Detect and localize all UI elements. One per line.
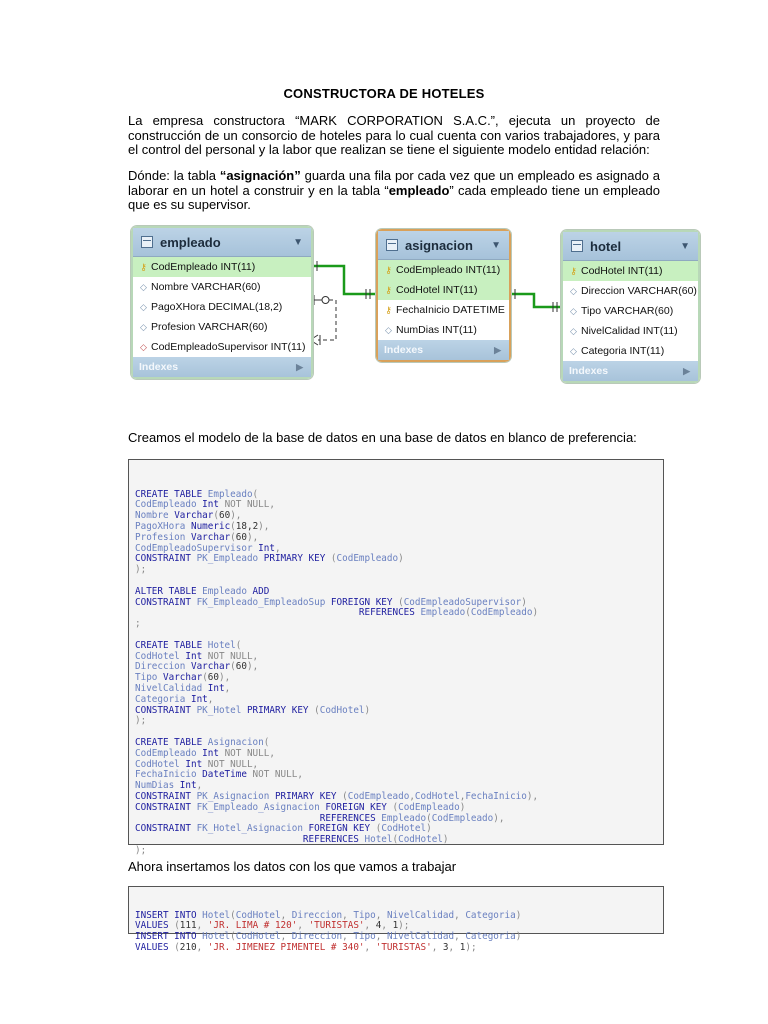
document-title: CONSTRUCTORA DE HOTELES xyxy=(283,86,485,101)
code-token: ); xyxy=(135,844,147,856)
table-name: empleado xyxy=(160,234,221,250)
code-token: ), xyxy=(493,812,505,824)
code-token: 4 xyxy=(375,920,382,932)
code-token: REFERENCES xyxy=(358,607,421,619)
code-token: INSERT INTO xyxy=(135,909,203,921)
code-token: CodEmpleado xyxy=(336,553,399,565)
code-token: FOREIGN KEY xyxy=(308,823,376,835)
code-token: VALUES xyxy=(135,920,175,932)
code-token: ) xyxy=(442,834,449,846)
code-token: ) xyxy=(532,607,539,619)
code-block-create-tables xyxy=(128,459,664,856)
code-token: Direccion xyxy=(291,931,343,943)
code-token: CONSTRAINT xyxy=(135,704,197,716)
code-token: ( xyxy=(235,639,242,651)
code-token: , xyxy=(431,941,443,953)
table-header[interactable] xyxy=(378,231,509,260)
code-token: CodEmpleadoSupervisor xyxy=(403,596,522,608)
column-label: Profesion VARCHAR(60) xyxy=(151,321,268,333)
diamond-icon: ◇ xyxy=(570,325,577,336)
definition-text-e: ” cada empleado tiene un empleado que es su supervisor. xyxy=(128,182,660,212)
code-token: Tipo xyxy=(135,672,163,684)
code-token: Empleado xyxy=(381,812,427,824)
code-token: NumDias xyxy=(135,780,180,792)
code-token: Varchar xyxy=(174,510,214,522)
code-token: Hotel xyxy=(207,639,236,651)
code-token: Int xyxy=(190,693,208,705)
code-token: ); xyxy=(465,941,477,953)
code-token: Int xyxy=(185,758,208,770)
code-token: 1 xyxy=(392,920,399,932)
key-icon: ⚷ xyxy=(385,284,392,295)
code-token: ( xyxy=(230,931,236,943)
column-label: PagoXHora DECIMAL(18,2) xyxy=(151,301,283,313)
code-token: , xyxy=(196,780,203,792)
code-token: REFERENCES xyxy=(302,834,365,846)
code-token: , xyxy=(375,931,387,943)
code-token: ( xyxy=(174,920,180,932)
code-token: ); xyxy=(135,564,147,576)
section-create-model-text: Creamos el modelo de la base de datos en una base de datos en blanco de preferencia: xyxy=(128,430,637,445)
column-label: CodEmpleadoSupervisor INT(11) xyxy=(151,341,306,353)
code-token xyxy=(135,834,303,845)
code-token: Categoria xyxy=(465,909,516,921)
section-insert-data-text: Ahora insertamos los datos con los que vamos a trabajar xyxy=(128,859,457,874)
code-token: CodEmpleado xyxy=(347,790,410,802)
code-token: FOREIGN KEY xyxy=(325,801,393,813)
code-token: CONSTRAINT xyxy=(135,823,197,835)
table-name: asignacion xyxy=(405,237,473,253)
code-token: PRIMARY KEY xyxy=(263,553,331,565)
key-icon: ⚷ xyxy=(570,265,577,276)
code-token: CONSTRAINT xyxy=(135,596,197,608)
collapse-arrow-icon[interactable]: ▼ xyxy=(491,239,501,251)
code-token: , xyxy=(207,693,214,705)
code-token: 60 xyxy=(235,531,247,543)
code-token: , xyxy=(196,920,208,932)
code-token: Int xyxy=(185,650,208,662)
column-label: Tipo VARCHAR(60) xyxy=(581,305,674,317)
indexes-label: Indexes xyxy=(384,344,424,356)
diamond-icon: ◇ xyxy=(140,301,147,312)
code-token: PK_Hotel xyxy=(196,704,247,716)
code-token: CodEmpleado xyxy=(470,607,533,619)
code-token: , xyxy=(381,920,393,932)
code-token: , xyxy=(224,682,231,694)
code-token: CodHotel xyxy=(398,834,443,846)
code-lines xyxy=(135,490,657,857)
code-token: CONSTRAINT xyxy=(135,790,197,802)
code-token: Varchar xyxy=(190,661,231,673)
code-token: REFERENCES xyxy=(319,812,382,824)
code-token: CodEmpleado xyxy=(398,801,460,813)
code-token: FK_Empleado_EmpleadoSup xyxy=(196,596,331,608)
code-token: Int xyxy=(207,682,225,694)
code-lines xyxy=(135,911,657,954)
code-token: PRIMARY KEY xyxy=(274,790,343,802)
code-token: ), xyxy=(526,790,539,802)
code-token: CodHotel xyxy=(319,704,365,716)
column-row[interactable] xyxy=(133,337,311,357)
code-token: Asignacion xyxy=(207,736,264,748)
code-line xyxy=(135,716,657,727)
code-token: , xyxy=(409,790,415,802)
code-token: 'TURISTAS' xyxy=(308,920,365,932)
code-token: ) xyxy=(515,909,522,921)
er-table-asignacion[interactable] xyxy=(376,229,511,362)
definition-text-c: guarda una fila por cada vez que un empleado es asignado a laborar en un hotel a construir y en la tabla “ xyxy=(128,168,660,198)
column-row[interactable] xyxy=(378,320,509,340)
code-token: FK_Hotel_Asignacion xyxy=(196,823,309,835)
code-token: CREATE TABLE xyxy=(135,639,208,651)
code-block-insert-data xyxy=(128,886,664,953)
code-token: , xyxy=(342,931,354,943)
code-token: 60 xyxy=(235,661,247,673)
diamond-red-icon: ◇ xyxy=(140,341,147,352)
column-label: Direccion VARCHAR(60) xyxy=(581,285,697,297)
code-token: PK_Asignacion xyxy=(196,790,275,802)
code-token: 3 xyxy=(442,941,449,953)
code-token: ), xyxy=(219,672,231,684)
code-token: ), xyxy=(246,531,259,543)
code-token: INSERT INTO xyxy=(135,931,203,943)
code-token: Empleado xyxy=(207,488,253,500)
table-icon xyxy=(571,240,583,252)
code-token: 60 xyxy=(218,510,231,522)
code-token: Tipo xyxy=(353,931,376,943)
diamond-icon: ◇ xyxy=(140,321,147,332)
expand-arrow-icon[interactable]: ▶ xyxy=(296,361,303,372)
er-table-empleado[interactable] xyxy=(131,226,313,379)
code-line xyxy=(135,608,657,619)
diamond-icon: ◇ xyxy=(570,305,577,316)
code-token: , xyxy=(364,941,376,953)
code-token xyxy=(135,813,320,824)
code-token: ( xyxy=(426,812,432,824)
code-token: ( xyxy=(398,596,404,608)
collapse-arrow-icon[interactable]: ▼ xyxy=(293,236,303,248)
code-token: CodHotel xyxy=(235,931,281,943)
table-icon xyxy=(141,236,153,248)
diamond-icon: ◇ xyxy=(570,345,577,356)
code-token: ( xyxy=(263,736,270,748)
code-token: Empleado xyxy=(420,607,466,619)
column-label: Nombre VARCHAR(60) xyxy=(151,281,261,293)
column-label: CodHotel INT(11) xyxy=(396,284,478,296)
diamond-icon: ◇ xyxy=(570,285,577,296)
collapse-arrow-icon[interactable]: ▼ xyxy=(680,240,690,252)
code-token: CodHotel xyxy=(235,909,281,921)
code-token: NivelCalidad xyxy=(386,931,455,943)
code-token: , xyxy=(375,909,387,921)
code-token: ( xyxy=(230,520,236,532)
code-token: ( xyxy=(252,488,259,500)
expand-arrow-icon[interactable]: ▶ xyxy=(683,365,690,376)
code-line xyxy=(135,846,657,857)
code-token: ( xyxy=(392,834,399,846)
code-token: , xyxy=(297,920,309,932)
code-token: Direccion xyxy=(291,909,343,921)
code-token: Varchar xyxy=(190,531,231,543)
column-label: CodEmpleado INT(11) xyxy=(151,261,256,273)
code-token: ( xyxy=(202,672,208,684)
code-token: ( xyxy=(392,801,399,813)
code-token: ( xyxy=(330,553,337,565)
code-token: ( xyxy=(230,909,236,921)
column-label: CodHotel INT(11) xyxy=(581,265,663,277)
code-token: CodEmpleado xyxy=(135,747,203,759)
code-token: , xyxy=(454,909,466,921)
code-token: , xyxy=(196,941,208,953)
column-row[interactable] xyxy=(378,300,509,320)
code-token: ( xyxy=(314,704,320,716)
code-token: Int xyxy=(179,780,197,792)
code-token: 'JR. JIMENEZ PIMENTEL # 340' xyxy=(207,941,365,953)
column-row[interactable] xyxy=(378,280,509,300)
code-token: 1 xyxy=(459,941,466,953)
code-token: NOT NULL, xyxy=(207,758,259,770)
definition-text-a: Dónde: la tabla xyxy=(128,168,220,183)
definition-paragraph xyxy=(128,169,660,213)
code-token: Categoria xyxy=(135,693,191,705)
indexes-row[interactable] xyxy=(563,361,698,381)
code-token: ( xyxy=(213,510,219,522)
code-token: FechaInicio xyxy=(135,769,203,781)
code-token: ) xyxy=(459,801,466,813)
indexes-row[interactable] xyxy=(378,340,509,360)
code-token: CREATE TABLE xyxy=(135,488,208,500)
code-token: Tipo xyxy=(353,909,376,921)
code-token: PK_Empleado xyxy=(196,553,264,565)
code-token: ); xyxy=(135,715,147,727)
code-token: CodEmpleado xyxy=(135,499,203,511)
expand-arrow-icon[interactable]: ▶ xyxy=(494,344,501,355)
code-token: ) xyxy=(398,553,404,565)
table-name: hotel xyxy=(590,238,622,254)
indexes-label: Indexes xyxy=(139,361,179,373)
definition-asignacion: “asignación” xyxy=(219,168,301,183)
code-token: NivelCalidad xyxy=(135,682,208,694)
code-token: ; xyxy=(135,618,141,630)
column-label: NivelCalidad INT(11) xyxy=(581,325,678,337)
code-token: , xyxy=(342,909,354,921)
code-line xyxy=(135,770,657,781)
column-row[interactable] xyxy=(133,317,311,337)
code-token: ( xyxy=(230,531,236,543)
code-token: ), xyxy=(258,520,270,532)
code-token: CONSTRAINT xyxy=(135,553,197,565)
diamond-icon: ◇ xyxy=(385,324,392,335)
code-token: Nombre xyxy=(135,510,175,522)
code-token: CodHotel xyxy=(414,790,460,802)
key-icon: ⚷ xyxy=(140,261,147,272)
code-token: Int xyxy=(202,499,225,511)
er-table-hotel[interactable] xyxy=(561,230,700,383)
key-icon: ⚷ xyxy=(385,264,392,275)
code-token: 'TURISTAS' xyxy=(375,941,432,953)
column-row[interactable] xyxy=(563,301,698,321)
code-token: CONSTRAINT xyxy=(135,801,197,813)
indexes-label: Indexes xyxy=(569,365,609,377)
column-row[interactable] xyxy=(563,341,698,361)
code-token: FOREIGN KEY xyxy=(330,596,399,608)
column-row[interactable] xyxy=(133,257,311,277)
code-token: Numeric xyxy=(190,520,231,532)
code-token: 210 xyxy=(179,941,197,953)
definition-empleado: empleado xyxy=(388,182,450,198)
code-token: CodHotel xyxy=(381,823,427,835)
relation-empleado-asignacion xyxy=(310,266,378,294)
code-token: VALUES xyxy=(135,941,175,953)
relation-hotel-asignacion xyxy=(508,294,562,307)
code-token: ), xyxy=(246,661,259,673)
column-label: CodEmpleado INT(11) xyxy=(396,264,501,276)
relation-empleado-supervisor xyxy=(310,295,336,345)
table-icon xyxy=(386,239,398,251)
code-token: ); xyxy=(398,920,410,932)
code-token: NOT NULL, xyxy=(224,499,275,511)
code-token: ADD xyxy=(252,585,270,597)
code-token xyxy=(135,607,359,618)
code-token: Int xyxy=(202,747,225,759)
code-token: 18,2 xyxy=(235,520,259,532)
column-row[interactable] xyxy=(563,281,698,301)
code-token: FK_Empleado_Asignacion xyxy=(196,801,326,813)
table-header[interactable] xyxy=(133,228,311,257)
indexes-row[interactable] xyxy=(133,357,311,377)
code-token: ), xyxy=(230,510,242,522)
code-token: CodEmpleadoSupervisor xyxy=(135,542,259,554)
code-token: NOT NULL, xyxy=(207,650,259,662)
column-row[interactable] xyxy=(378,260,509,280)
table-header[interactable] xyxy=(563,232,698,261)
code-token: Hotel xyxy=(202,931,231,943)
code-token: , xyxy=(364,920,376,932)
code-token: PRIMARY KEY xyxy=(246,704,315,716)
code-token: ) xyxy=(364,704,371,716)
intro-paragraph: La empresa constructora “MARK CORPORATION S.A.C.”, ejecuta un proyecto de construcción de un consorcio de hoteles para lo cual cuenta con varios trabajadores, y para el control del personal y la labor que realizan se tiene el siguiente modelo entidad relación: xyxy=(128,113,660,157)
code-token: ALTER TABLE xyxy=(135,585,203,597)
code-token: CodHotel xyxy=(135,650,186,662)
key-icon: ⚷ xyxy=(385,304,392,315)
column-row[interactable] xyxy=(133,297,311,317)
code-token: Categoria xyxy=(465,931,516,943)
code-token: , xyxy=(280,931,292,943)
code-token: 'JR. LIMA # 120' xyxy=(207,920,298,932)
code-line xyxy=(135,835,657,846)
code-line xyxy=(135,554,657,565)
code-token: NOT NULL, xyxy=(252,769,303,781)
diamond-icon: ◇ xyxy=(140,281,147,292)
code-token: , xyxy=(280,909,292,921)
code-token: ( xyxy=(375,823,382,835)
code-token: NOT NULL, xyxy=(224,747,275,759)
column-label: NumDias INT(11) xyxy=(396,324,477,336)
code-line xyxy=(135,619,657,630)
column-row[interactable] xyxy=(563,261,698,281)
column-row[interactable] xyxy=(133,277,311,297)
code-token: CodHotel xyxy=(135,758,186,770)
code-token: NivelCalidad xyxy=(386,909,455,921)
code-token: ( xyxy=(174,941,180,953)
column-label: Categoria INT(11) xyxy=(581,345,665,357)
code-token: , xyxy=(454,931,466,943)
code-token: Hotel xyxy=(364,834,393,846)
code-token: Profesion xyxy=(135,531,191,543)
code-token: 60 xyxy=(207,672,219,684)
code-token: ) xyxy=(426,823,432,835)
code-token: FechaInicio xyxy=(465,790,527,802)
code-token: , xyxy=(274,542,281,554)
code-token: 111 xyxy=(179,920,197,932)
code-token: Varchar xyxy=(163,672,203,684)
code-token: Int xyxy=(258,542,275,554)
code-token: PagoXHora xyxy=(135,520,191,532)
code-token: Hotel xyxy=(202,909,231,921)
code-token: ( xyxy=(230,661,236,673)
code-token: CREATE TABLE xyxy=(135,736,208,748)
code-token: Direccion xyxy=(135,661,191,673)
code-token: Empleado xyxy=(202,585,253,597)
code-token: CodEmpleado xyxy=(431,812,494,824)
code-token: , xyxy=(448,941,460,953)
code-token: DateTime xyxy=(202,769,253,781)
code-token: ( xyxy=(342,790,348,802)
code-line xyxy=(135,565,657,576)
code-token: , xyxy=(459,790,466,802)
column-label: FechaInicio DATETIME xyxy=(396,304,505,316)
code-line xyxy=(135,706,657,717)
code-line xyxy=(135,943,657,954)
column-row[interactable] xyxy=(563,321,698,341)
code-token: ) xyxy=(521,596,527,608)
code-token: ) xyxy=(515,931,522,943)
code-token: ( xyxy=(465,607,471,619)
